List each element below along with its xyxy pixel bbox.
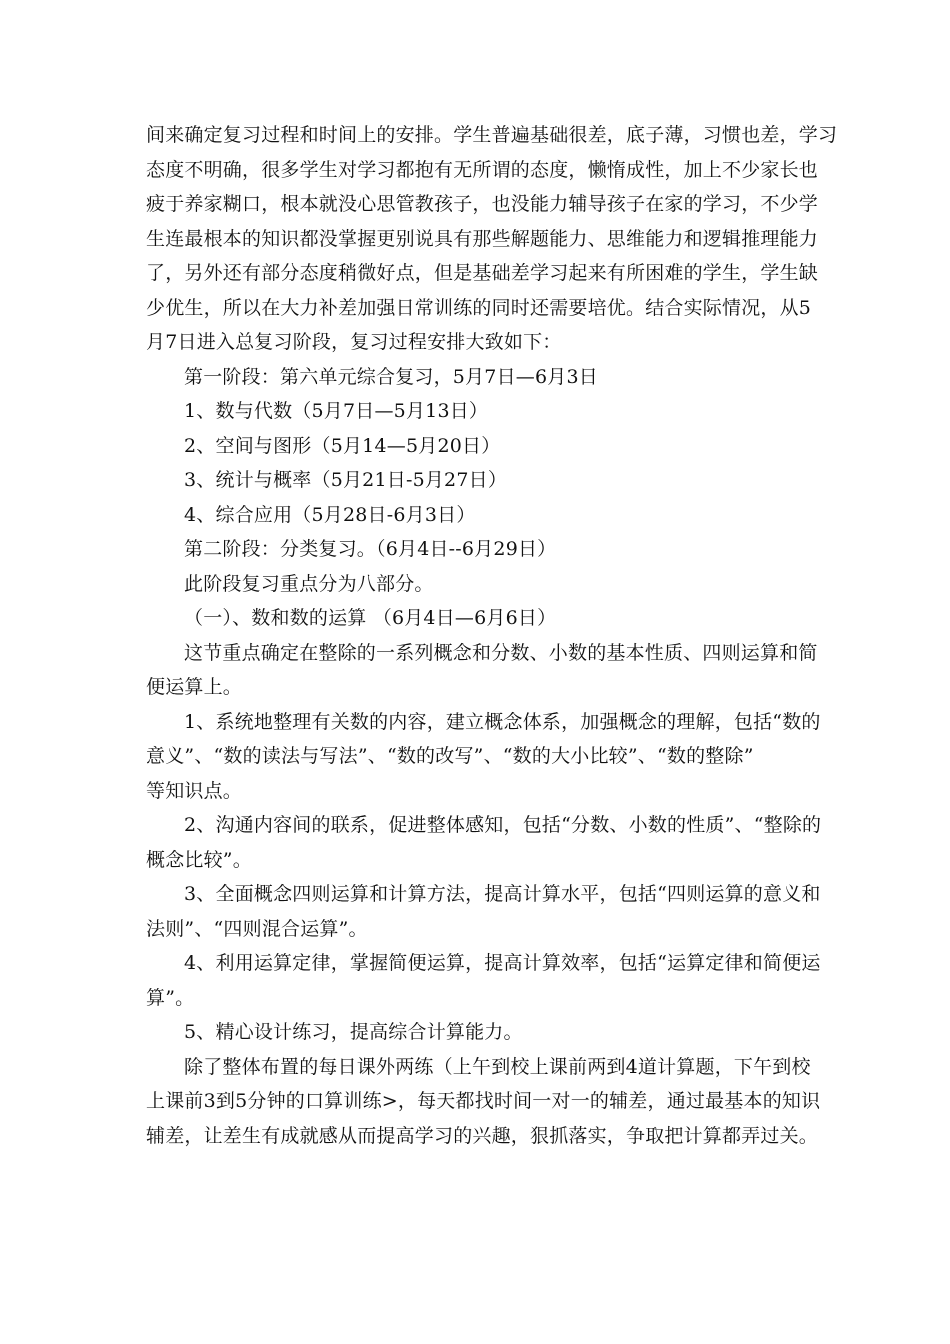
list-item: 4、综合应用（5月28日-6月3日） xyxy=(184,503,476,526)
section-heading-stage-two: 第二阶段：分类复习。（6月4日--6月29日） xyxy=(184,538,557,560)
list-item: 3、全面概念四则运算和计算方法，提高计算水平，包括“四则运算的意义和 xyxy=(184,883,821,905)
text-line: 上课前3到5分钟的口算训练>，每天都找时间一对一的辅差，通过最基本的知识 xyxy=(146,1090,821,1112)
text-line: 生连最根本的知识都没掌握更别说具有那些解题能力、思维能力和逻辑推理能力 xyxy=(146,227,819,250)
text-line: 法则”、“四则混合运算”。 xyxy=(146,917,368,940)
text-line: 概念比较”。 xyxy=(146,848,252,871)
subsection-heading: （一）、数和数的运算 （6月4日—6月6日） xyxy=(184,607,557,629)
list-item: 1、数与代数（5月7日—5月13日） xyxy=(184,400,489,422)
text-line: 意义”、“数的读法与写法”、“数的改写”、“数的大小比较”、“数的整除” xyxy=(146,745,754,767)
list-item: 3、统计与概率（5月21日-5月27日） xyxy=(184,469,508,491)
list-item: 1、系统地整理有关数的内容，建立概念体系，加强概念的理解，包括“数的 xyxy=(184,710,821,733)
text-line: 等知识点。 xyxy=(146,779,243,802)
text-line: 月7日进入总复习阶段，复习过程安排大致如下： xyxy=(146,331,562,353)
text-line: 辅差，让差生有成就感从而提高学习的兴趣，狠抓落实，争取把计算都弄过关。 xyxy=(146,1124,819,1147)
text-line: 便运算上。 xyxy=(146,676,243,698)
section-heading-stage-one: 第一阶段：第六单元综合复习，5月7日—6月3日 xyxy=(184,365,598,388)
text-line: 少优生，所以在大力补差加强日常训练的同时还需要培优。结合实际情况，从5 xyxy=(146,296,812,319)
paragraph-start: 除了整体布置的每日课外两练（上午到校上课前两到4道计算题，下午到校 xyxy=(184,1055,811,1078)
text-line: 了，另外还有部分态度稍微好点，但是基础差学习起来有所困难的学生，学生缺 xyxy=(146,262,819,284)
list-item: 4、利用运算定律，掌握简便运算，提高计算效率，包括“运算定律和简便运 xyxy=(184,952,821,974)
text-line: 此阶段复习重点分为八部分。 xyxy=(184,572,434,595)
text-line: 间来确定复习过程和时间上的安排。学生普遍基础很差，底子薄，习惯也差，学习 xyxy=(146,124,838,146)
list-item: 5、精心设计练习，提高综合计算能力。 xyxy=(184,1021,523,1043)
list-item: 2、沟通内容间的联系，促进整体感知，包括“分数、小数的性质”、“整除的 xyxy=(184,814,822,836)
text-line: 算”。 xyxy=(146,986,195,1009)
text-line: 态度不明确，很多学生对学习都抱有无所谓的态度，懒惰成性，加上不少家长也 xyxy=(146,158,819,181)
paragraph-start: 这节重点确定在整除的一系列概念和分数、小数的基本性质、四则运算和简 xyxy=(184,641,818,664)
list-item: 2、空间与图形（5月14—5月20日） xyxy=(184,434,501,457)
text-line: 疲于养家糊口，根本就没心思管教孩子，也没能力辅导孩子在家的学习，不少学 xyxy=(146,193,819,215)
document-page xyxy=(146,118,838,1153)
